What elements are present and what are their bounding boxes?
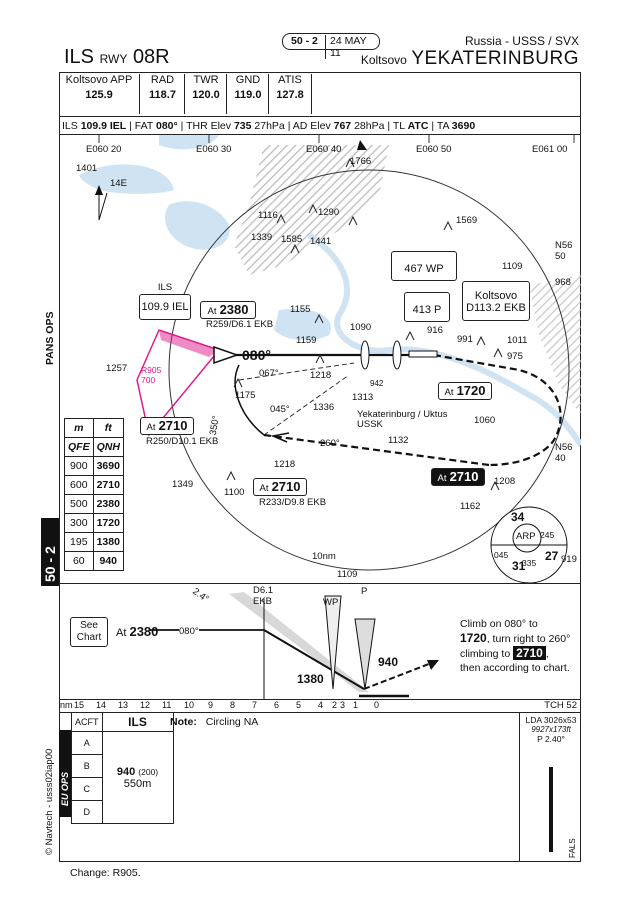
nm-label: nm xyxy=(60,700,73,710)
arp-34: 34 xyxy=(511,510,525,524)
mag-north-icon xyxy=(99,193,107,220)
at-2710-left-fix: R250/D10.1 EKB xyxy=(146,436,219,447)
elev-1155: 1155 xyxy=(290,304,311,315)
chart-date: 24 MAY 11 xyxy=(325,35,379,59)
missed-line-3 xyxy=(460,646,570,661)
elev-1208: 1208 xyxy=(494,476,516,487)
thr-label: THR Elev xyxy=(186,120,232,132)
qfe-cell: 900 xyxy=(65,457,94,476)
minima-note xyxy=(170,716,258,728)
lda-panel xyxy=(519,712,582,862)
elev-1090: 1090 xyxy=(350,322,372,333)
nm-tick: 14 xyxy=(96,700,107,710)
elev-1162: 1162 xyxy=(460,501,481,512)
missed-text-2: , turn right to 260° xyxy=(486,633,571,645)
ring-label: 10nm xyxy=(312,551,336,562)
track-260-label: 260° xyxy=(320,438,340,449)
p-marker-icon xyxy=(393,341,401,369)
nm-tick: 1 xyxy=(353,700,359,710)
r905-alt: 700 xyxy=(141,375,156,385)
elev-1218-s: 1218 xyxy=(274,459,296,470)
qfe-cell: 195 xyxy=(65,533,94,552)
freq-app xyxy=(59,74,139,101)
qnh-cell: 1380 xyxy=(93,533,123,552)
nm-tick: 12 xyxy=(140,700,151,710)
lat-tick-2: N56 40 xyxy=(555,442,573,464)
course-arrow-icon xyxy=(214,347,237,363)
elev-1336: 1336 xyxy=(313,402,335,413)
plan-view-map xyxy=(59,135,581,583)
at-2710-left-box xyxy=(140,417,194,435)
wp-467-box xyxy=(391,251,457,281)
profile-ekb: EKB xyxy=(253,596,273,607)
city-name: YEKATERINBURG xyxy=(411,48,579,69)
ils-freq-box xyxy=(139,282,191,320)
runway-id: 08R xyxy=(132,46,170,68)
mag-var: 14E xyxy=(110,178,127,189)
profile-at-prefix: At xyxy=(116,627,127,639)
qfe-sub-qfe: QFE xyxy=(65,438,94,457)
elev-1339: 1339 xyxy=(251,232,273,243)
rwy-prefix: RWY xyxy=(99,52,128,66)
qfe-header-m: m xyxy=(65,419,94,438)
at-2710-right-box xyxy=(431,468,485,486)
elev-1175: 1175 xyxy=(235,390,256,401)
elev-1349: 1349 xyxy=(172,479,194,490)
qnh-cell: 1720 xyxy=(93,514,123,533)
qfe-cell: 500 xyxy=(65,495,94,514)
arp-245: 245 xyxy=(540,530,555,540)
elev-1100: 1100 xyxy=(224,487,245,498)
elev-1401: 1401 xyxy=(76,163,98,174)
lon-tick-3: E060 40 xyxy=(306,144,342,155)
location-label: Russia - USSS / SVX xyxy=(464,34,579,48)
ta-value: 3690 xyxy=(451,120,476,132)
freq-rad xyxy=(139,74,185,114)
at-1720-box xyxy=(438,382,492,400)
missed-approach-text xyxy=(460,617,570,675)
arp-045: 045 xyxy=(494,550,509,560)
arp-27: 27 xyxy=(545,549,559,563)
freq-rad-label: RAD xyxy=(150,74,175,86)
tl-value: ATC xyxy=(407,120,429,132)
nm-tick: 4 xyxy=(318,700,324,710)
qfe-cell: 60 xyxy=(65,552,94,571)
airport-title xyxy=(361,48,579,70)
qnh-cell: 2710 xyxy=(93,476,123,495)
nm-tick: 6 xyxy=(274,700,280,710)
freq-twr xyxy=(184,74,227,114)
elev-919: 919 xyxy=(561,554,577,565)
elev-968: 968 xyxy=(555,277,571,288)
wp-marker-icon xyxy=(361,341,369,369)
at-2380-alt: 2380 xyxy=(219,302,249,317)
acft-header: ACFT xyxy=(72,713,103,732)
p-lens-icon xyxy=(355,619,375,689)
ils-box-value: 109.9 IEL xyxy=(141,301,189,313)
ils-rvr: 550m xyxy=(123,777,152,790)
nm-tick: 8 xyxy=(230,700,236,710)
ils-da-qfe: (200) xyxy=(138,766,159,777)
nm-tick: 9 xyxy=(208,700,214,710)
nm-tick: 2 xyxy=(332,700,338,710)
thr-unit: 27hPa xyxy=(254,120,285,132)
at-2380-prefix: At xyxy=(207,306,217,317)
qfe-cell: 300 xyxy=(65,514,94,533)
at-2380-fix: R259/D6.1 EKB xyxy=(206,319,274,330)
elev-1218-c: 1218 xyxy=(310,370,332,381)
eu-ops-label: EU OPS xyxy=(60,771,70,806)
vor-freq: D113.2 EKB xyxy=(466,302,526,314)
freq-app-value: 125.9 xyxy=(85,89,113,101)
procedure-title xyxy=(64,46,170,69)
freq-rad-value: 118.7 xyxy=(149,89,176,101)
elev-1116: 1116 xyxy=(258,210,278,221)
cat-a: A xyxy=(72,732,103,755)
elev-1766: 1766 xyxy=(350,156,372,167)
missed-alt-1: 1720 xyxy=(460,631,487,645)
missed-alt-2: 2710 xyxy=(513,646,546,660)
elev-1159: 1159 xyxy=(296,335,317,346)
minima-table xyxy=(71,712,174,824)
freq-atis xyxy=(268,74,312,114)
at-2710-bottom-alt: 2710 xyxy=(271,479,301,494)
info-bar: ILS 109.9 IEL | FAT 080° | THR Elev 735 27hPa | AD Elev 767 28hPa | TL ATC | TA 3690 xyxy=(62,120,476,132)
at-2710-right-alt: 2710 xyxy=(449,469,479,484)
elev-1441: 1441 xyxy=(310,236,332,247)
at-2710-bottom-box xyxy=(253,478,307,496)
elev-975: 975 xyxy=(507,351,523,362)
elev-1109-n: 1109 xyxy=(502,261,523,272)
cat-c: C xyxy=(72,778,103,801)
vor-box xyxy=(462,281,530,321)
lat-tick-1: N56 50 xyxy=(555,240,573,262)
track-067 xyxy=(239,363,354,380)
profile-course: 080° xyxy=(179,626,199,637)
profile-p: P xyxy=(361,586,368,597)
at-2710-left-alt: 2710 xyxy=(158,418,188,433)
elev-1011: 1011 xyxy=(507,335,528,346)
nm-tick: 5 xyxy=(296,700,302,710)
fat-label: FAT xyxy=(134,120,154,132)
approach-lights-icon xyxy=(549,767,553,852)
profile-940: 940 xyxy=(378,655,399,669)
lon-tick-1: E060 20 xyxy=(86,144,122,155)
nm-tick: 15 xyxy=(74,700,85,710)
arp-label: ARP xyxy=(516,531,536,542)
profile-glide: 2.4° xyxy=(190,586,211,605)
r905-id: R905 xyxy=(141,365,162,375)
nm-tick: 13 xyxy=(118,700,129,710)
freq-gnd-label: GND xyxy=(235,74,261,86)
elev-1060: 1060 xyxy=(474,415,496,426)
freq-twr-label: TWR xyxy=(193,74,219,86)
nm-tick: 10 xyxy=(184,700,195,710)
freq-twr-value: 120.0 xyxy=(192,89,220,101)
see-chart-box xyxy=(70,617,108,647)
course-label: 080° xyxy=(242,347,271,363)
lda-value: LDA 3026x53 xyxy=(525,715,577,725)
elev-1109-s: 1109 xyxy=(337,569,358,580)
uktus-code: USSK xyxy=(357,419,383,430)
qnh-cell: 940 xyxy=(93,552,123,571)
profile-1380: 1380 xyxy=(297,672,324,686)
ad-unit: 28hPa xyxy=(354,120,385,132)
tch-label: TCH 52 xyxy=(544,700,577,711)
qnh-cell: 3690 xyxy=(93,457,123,476)
r905-label xyxy=(141,365,161,385)
pans-ops-label: PANS OPS xyxy=(44,311,56,365)
lda-feet: 9927x173ft xyxy=(531,725,571,734)
page-id: 50 - 2 xyxy=(291,35,318,47)
obstacle-942-label: 942 xyxy=(370,379,384,388)
at-1720-prefix: At xyxy=(444,387,454,398)
profile-wp: WP xyxy=(323,597,339,608)
freq-gnd xyxy=(226,74,269,114)
note-text: Circling NA xyxy=(205,716,259,728)
ils-minima-cell xyxy=(102,732,173,824)
qnh-cell: 2380 xyxy=(93,495,123,514)
at-2710-left-prefix: At xyxy=(146,422,156,433)
nm-tick: 3 xyxy=(340,700,346,710)
missed-approach-track xyxy=(434,355,561,465)
lon-tick-2: E060 30 xyxy=(196,144,232,155)
papi-value: P 2.40° xyxy=(537,734,565,744)
lon-tick-4: E060 50 xyxy=(416,144,452,155)
p-413-box xyxy=(404,292,450,322)
elev-1569: 1569 xyxy=(456,215,478,226)
wp-467-label: 467 WP xyxy=(404,263,444,275)
see-chart-label: See Chart xyxy=(76,620,102,643)
ils-label: ILS xyxy=(62,120,78,132)
uktus-label: Yekaterinburg / Uktus xyxy=(357,409,448,420)
missed-line-4: then according to chart. xyxy=(460,662,570,674)
elev-1585: 1585 xyxy=(281,234,303,245)
qfe-sub-qnh: QNH xyxy=(93,438,123,457)
page-tab-label: 50 - 2 xyxy=(42,546,58,582)
elev-991: 991 xyxy=(457,334,473,345)
freq-app-label: Koltsovo APP xyxy=(65,74,133,86)
tl-label: TL xyxy=(392,120,405,132)
missed-line-1: Climb on 080° to xyxy=(460,618,538,630)
track-350-label: 350° xyxy=(207,414,222,437)
fals-label: FALS xyxy=(568,838,577,858)
missed-text-4: , xyxy=(545,648,549,660)
nm-tick: 0 xyxy=(374,700,380,710)
ils-box-title: ILS xyxy=(157,282,173,293)
procedure-name: ILS xyxy=(64,46,95,68)
profile-d61: D6.1 xyxy=(253,585,274,596)
lon-tick-5: E061 00 xyxy=(532,144,568,155)
at-2380-box xyxy=(200,301,256,319)
qfe-header-ft: ft xyxy=(93,419,123,438)
thr-value: 735 xyxy=(233,120,252,132)
navtech-copyright: © Navtech - usss02iap00 xyxy=(44,748,55,855)
elev-1132: 1132 xyxy=(388,435,409,446)
runway-icon xyxy=(409,351,437,357)
ils-da: 940 xyxy=(116,765,136,778)
nm-tick: 11 xyxy=(162,700,172,710)
qfe-table xyxy=(64,418,124,571)
ils-value: 109.9 IEL xyxy=(80,120,127,132)
at-2710-bottom-prefix: At xyxy=(259,483,269,494)
note-label: Note: xyxy=(170,716,197,728)
track-260 xyxy=(264,435,489,465)
ils-header: ILS xyxy=(102,713,173,732)
freq-gnd-value: 119.0 xyxy=(234,89,262,101)
nm-tick: 7 xyxy=(252,700,258,710)
at-2710-right-prefix: At xyxy=(437,473,447,484)
change-note: Change: R905. xyxy=(70,867,141,879)
elev-1313: 1313 xyxy=(352,392,374,403)
arp-335: 335 xyxy=(522,558,537,568)
restricted-area-hatch xyxy=(159,330,219,357)
cat-d: D xyxy=(72,801,103,824)
qfe-cell: 600 xyxy=(65,476,94,495)
elev-916: 916 xyxy=(427,325,443,336)
missed-climb xyxy=(364,662,434,689)
profile-at-alt: 2380 xyxy=(129,624,159,639)
track-067-label: 067° xyxy=(259,368,279,379)
frequency-row xyxy=(59,72,309,114)
missed-line-2 xyxy=(460,631,570,646)
cat-b: B xyxy=(72,755,103,778)
elev-1290: 1290 xyxy=(318,207,340,218)
missed-text-3: climbing to xyxy=(460,648,511,660)
p-413-label: 413 P xyxy=(412,304,442,316)
track-045-label: 045° xyxy=(270,404,290,415)
ad-label: AD Elev xyxy=(292,120,331,132)
arp-31: 31 xyxy=(512,559,526,573)
info-bar-top-line xyxy=(59,116,581,117)
airport-name: Koltsovo xyxy=(360,53,407,67)
ad-value: 767 xyxy=(333,120,352,132)
vor-name: Koltsovo xyxy=(474,290,518,302)
freq-atis-value: 127.8 xyxy=(276,89,304,101)
profile-alt-2380 xyxy=(116,624,158,639)
missed-arrow-icon xyxy=(427,660,439,670)
elev-1257: 1257 xyxy=(106,363,128,374)
at-2710-bottom-fix: R233/D9.8 EKB xyxy=(259,497,327,508)
at-1720-alt: 1720 xyxy=(456,383,486,398)
fat-value: 080° xyxy=(156,120,178,132)
ta-label: TA xyxy=(436,120,449,132)
lake-shape xyxy=(165,201,230,250)
freq-atis-label: ATIS xyxy=(278,74,302,86)
